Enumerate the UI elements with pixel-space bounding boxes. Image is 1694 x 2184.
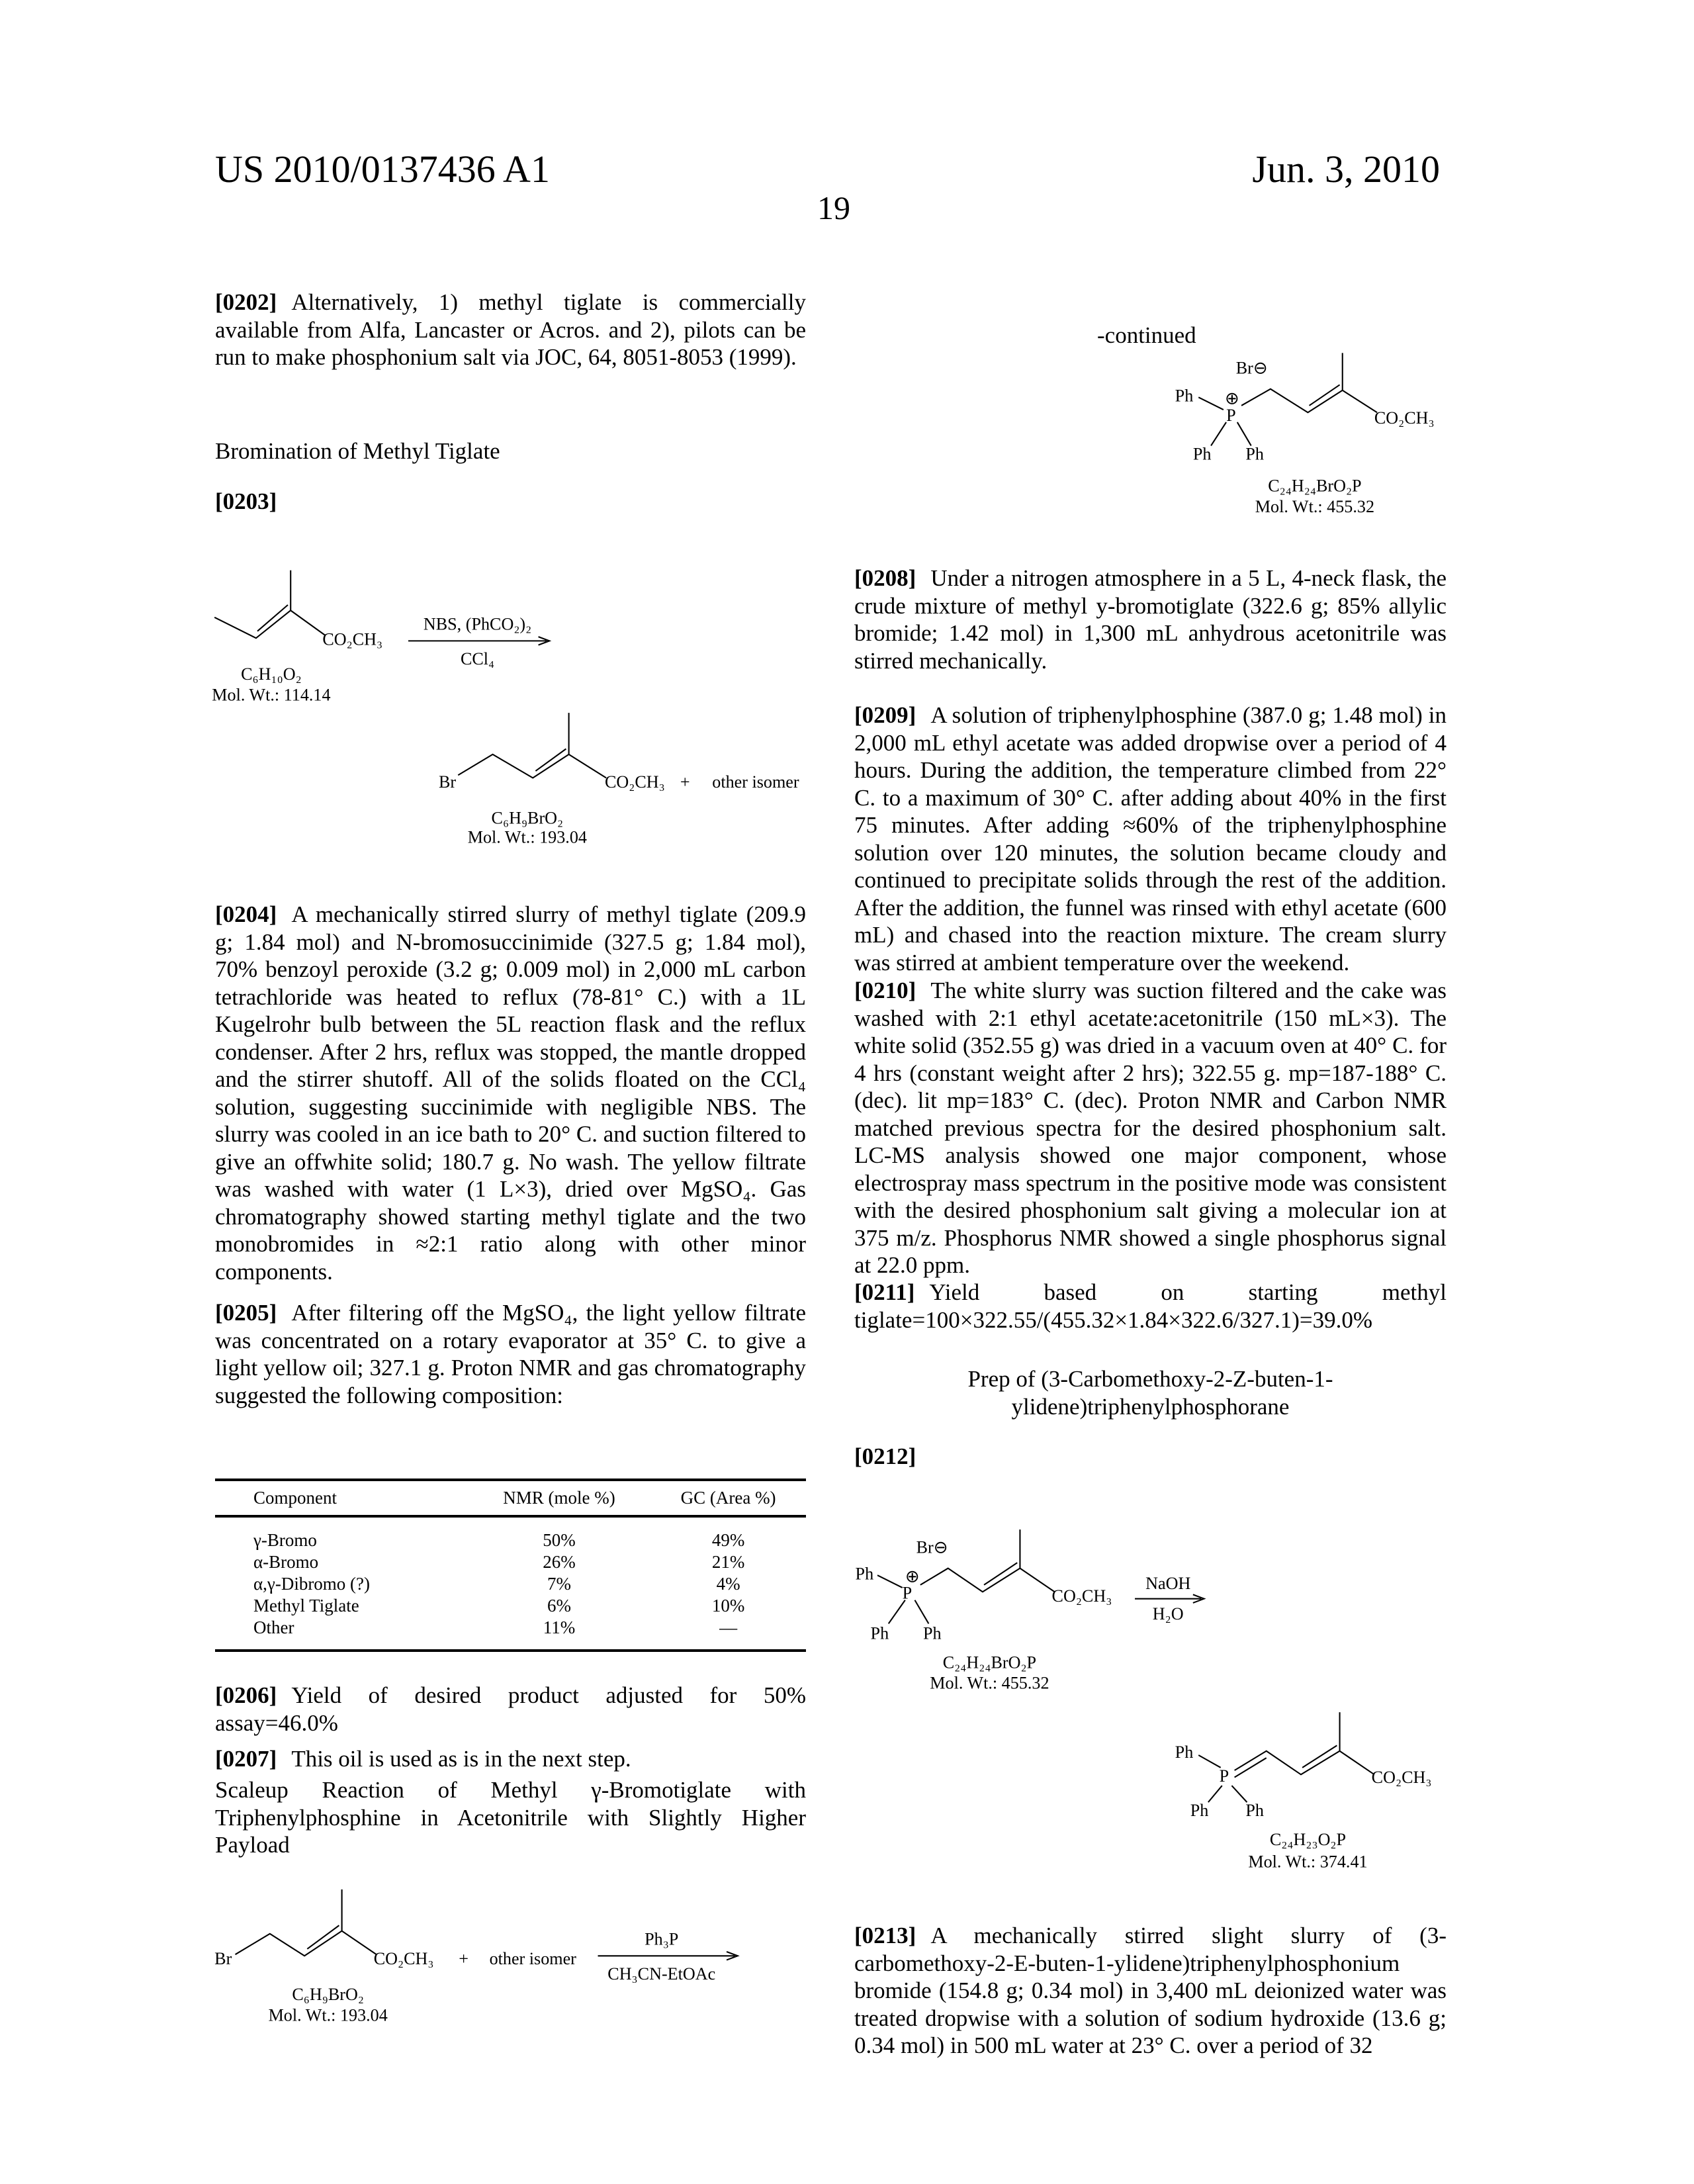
formula-label: C₂₄H₂₃O₂P	[1270, 1830, 1346, 1849]
table-cell: 10%	[650, 1595, 806, 1617]
molecular-weight-label: Mol. Wt.: 455.32	[930, 1674, 1049, 1693]
paragraph-text: Under a nitrogen atmosphere in a 5 L, 4-neck flask, the crude mixture of methyl y-bromotiglate (322.6 g; 85% allylic bromide; 1.42 mol) in 1,300 mL anhydrous acetonitrile was stirred mechanically.	[854, 565, 1447, 674]
table-cell: 50%	[468, 1516, 650, 1551]
formula-label: C₆H₉BrO₂	[492, 808, 564, 827]
positive-charge-label: ⊕	[905, 1567, 920, 1586]
column-header: Component	[215, 1480, 468, 1516]
bromine-label: Br	[439, 772, 456, 792]
paragraph-text: Yield based on starting methyl tiglate=100×322.55/(455.32×1.84×322.6/327.1)=39.0%	[854, 1279, 1447, 1333]
solvent-label: H₂O	[1153, 1604, 1184, 1623]
table-cell: 6%	[468, 1595, 650, 1617]
ester-label: CO₂CH₃	[1372, 1768, 1432, 1787]
formula-label: C₂₄H₂₄BrO₂P	[943, 1653, 1036, 1672]
table-cell: Methyl Tiglate	[215, 1595, 468, 1617]
phenyl-label: Ph	[871, 1623, 889, 1643]
bromotiglate-structure	[458, 713, 606, 778]
bromide-anion-label: Br⊖	[916, 1538, 948, 1557]
paragraph-text: Yield of desired product adjusted for 50% assay=46.0%	[215, 1682, 806, 1736]
plus-sign: +	[459, 1949, 468, 1968]
phenyl-label: Ph	[1190, 1801, 1209, 1820]
paragraph-number: [0210]	[854, 978, 916, 1003]
paragraph-text: A mechanically stirred slurry of methyl tiglate (209.9 g; 1.84 mol) and N-bromosuccinimide (327.5 g; 1.84 mol), 70% benzoyl peroxide (3.2 g; 0.009 mol) in 2,000 mL carbon tetrachloride was heated to reflux (78-81° C.) with a 1L Kugelrohr bulb between the 5L reaction flask and the reflux condenser. After 2 hrs, reflux was stopped, the mantle dropped and the stirrer shutoff. All of the solids floated on the CCl₄ solution, suggesting succinimide with negligible NBS. The slurry was cooled in an ice bath to 20° C. and suction filtered to give an offwhite solid; 180.7 g. No wash. The yellow filtrate was washed with water (1 L×3), dried over MgSO₄. Gas chromatography showed starting methyl tiglate and the two monobromides in ≈2:1 ratio along with other minor components.	[215, 901, 806, 1285]
paragraph-number: [0207]	[215, 1746, 277, 1772]
reagent-label: NaOH	[1145, 1574, 1190, 1593]
formula-label: C₂₄H₂₄BrO₂P	[1268, 476, 1361, 495]
phenyl-label: Ph	[856, 1564, 874, 1583]
section-heading-bromination: Bromination of Methyl Tiglate	[215, 437, 500, 465]
ester-label: CO₂CH₃	[322, 630, 382, 649]
section-heading-scaleup: Scaleup Reaction of Methyl γ-Bromotiglate with Triphenylphosphine in Acetonitrile with Slightly Higher Payload	[215, 1776, 806, 1859]
reagent-label: NBS, (PhCO₂)₂	[424, 615, 531, 634]
paragraph-number: [0206]	[215, 1682, 277, 1708]
molecular-weight-label: Mol. Wt.: 455.32	[1255, 497, 1374, 516]
table-cell: —	[650, 1617, 806, 1651]
table-cell: 21%	[650, 1551, 806, 1573]
paragraph-text: A solution of triphenylphosphine (387.0 g; 1.48 mol) in 2,000 mL ethyl acetate was added dropwise over a period of 4 hours. During the addition, the temperature climbed from 22° C. to a maximum of 30° C. after adding about 40% in the first 75 minutes. After adding ≈60% of the triphenylphosphine solution over 120 minutes, the solution became cloudy and continued to precipitate solids through the rest of the addition. After the addition, the funnel was rinsed with ethyl acetate (600 mL) and chased into the reaction mixture. The cream slurry was stirred at ambient temperature over the weekend.	[854, 702, 1447, 976]
phenyl-label: Ph	[1245, 1801, 1264, 1820]
ester-label: CO₂CH₃	[605, 772, 665, 792]
table-cell: α,γ-Dibromo (?)	[215, 1573, 468, 1595]
page-number: 19	[781, 189, 887, 227]
ylide-structure	[1198, 1712, 1374, 1802]
plus-sign: +	[680, 772, 690, 792]
phenyl-label: Ph	[1175, 1743, 1194, 1762]
ester-label: CO₂CH₃	[1052, 1586, 1112, 1606]
paragraph-number: [0208]	[854, 565, 916, 591]
bromine-label: Br	[214, 1949, 232, 1968]
table-cell: 4%	[650, 1573, 806, 1595]
paragraph-number: [0202]	[215, 289, 277, 315]
positive-charge-label: ⊕	[1225, 389, 1239, 408]
molecular-weight-label: Mol. Wt.: 374.41	[1248, 1852, 1367, 1871]
bromotiglate-structure-2	[236, 1889, 377, 1956]
ester-label: CO₂CH₃	[1374, 408, 1435, 428]
paragraph-number: [0213]	[854, 1923, 916, 1948]
phosphorus-label: P	[903, 1584, 913, 1603]
patent-number: US 2010/0137436 A1	[215, 147, 550, 191]
section-heading-prep: Prep of (3-Carbomethoxy-2-Z-buten-1-ylidene)triphenylphosphorane	[854, 1365, 1447, 1420]
other-isomer-label: other isomer	[490, 1949, 577, 1968]
reaction-schemes	[0, 0, 1694, 2184]
ester-label: CO₂CH₃	[374, 1949, 434, 1968]
phenyl-label: Ph	[1245, 444, 1264, 463]
molecular-weight-label: Mol. Wt.: 193.04	[468, 828, 587, 847]
paragraph-number: [0203]	[215, 488, 277, 514]
molecular-weight-label: Mol. Wt.: 114.14	[212, 685, 330, 704]
paragraph-number: [0212]	[854, 1443, 916, 1469]
methyl-tiglate-structure	[214, 570, 325, 638]
publication-date: Jun. 3, 2010	[1252, 147, 1440, 191]
solvent-label: CCl₄	[461, 649, 494, 668]
table-cell: 7%	[468, 1573, 650, 1595]
other-isomer-label: other isomer	[712, 772, 799, 792]
bromide-anion-label: Br⊖	[1236, 359, 1268, 378]
paragraph-number: [0209]	[854, 702, 916, 728]
formula-label: C₆H₁₀O₂	[241, 664, 302, 684]
phosphonium-salt-structure-2	[877, 1529, 1055, 1623]
table-cell: 49%	[650, 1516, 806, 1551]
table-cell: 26%	[468, 1551, 650, 1573]
phenyl-label: Ph	[923, 1623, 942, 1643]
column-header: GC (Area %)	[650, 1480, 806, 1516]
phenyl-label: Ph	[1175, 387, 1194, 406]
paragraph-text: Alternatively, 1) methyl tiglate is commercially available from Alfa, Lancaster or Acros. and 2), pilots can be run to make phosphonium salt via JOC, 64, 8051-8053 (1999).	[215, 289, 806, 370]
phosphorus-label: P	[1220, 1766, 1229, 1786]
column-header: NMR (mole %)	[468, 1480, 650, 1516]
paragraph-text: A mechanically stirred slight slurry of (3-carbomethoxy-2-E-buten-1-ylidene)triphenylphosphonium bromide (154.8 g; 0.34 mol) in 3,400 mL deionized water was treated dropwise with a solution of sodium hydroxide (13.6 g; 0.34 mol) in 500 mL water at 23° C. over a period of 32	[854, 1923, 1447, 2058]
solvent-label: CH₃CN-EtOAc	[607, 1964, 715, 1983]
paragraph-number: [0204]	[215, 901, 277, 927]
table-cell: Other	[215, 1617, 468, 1651]
formula-label: C₆H₉BrO₂	[292, 1985, 364, 2004]
paragraph-number: [0211]	[854, 1279, 914, 1305]
paragraph-text: This oil is used as is in the next step.	[291, 1746, 631, 1772]
table-cell: 11%	[468, 1617, 650, 1651]
molecular-weight-label: Mol. Wt.: 193.04	[269, 2006, 388, 2025]
table-cell: γ-Bromo	[215, 1516, 468, 1551]
phosphorus-label: P	[1226, 406, 1236, 425]
reagent-label: Ph₃P	[645, 1930, 678, 1949]
table-cell: α-Bromo	[215, 1551, 468, 1573]
phenyl-label: Ph	[1193, 444, 1212, 463]
paragraph-text: The white slurry was suction filtered and the cake was washed with 2:1 ethyl acetate:acetonitrile (150 mL×3). The white solid (352.55 g) was dried in a vacuum oven at 40° C. for 4 hrs (constant weight after 2 hrs); 322.55 g. mp=187-188° C. (dec). lit mp=183° C. (dec). Proton NMR and Carbon NMR matched previous spectra for the desired phosphonium salt. LC-MS analysis showed one major component, whose electrospray mass spectrum in the positive mode was consistent with the desired phosphonium salt giving a molecular ion at 375 m/z. Phosphorus NMR showed a single phosphorus signal at 22.0 ppm.	[854, 978, 1447, 1278]
continued-label: -continued	[1097, 322, 1196, 349]
paragraph-text: After filtering off the MgSO₄, the light yellow filtrate was concentrated on a rotary evaporator at 35° C. to give a light yellow oil; 327.1 g. Proton NMR and gas chromatography suggested the following composition:	[215, 1300, 806, 1408]
paragraph-number: [0205]	[215, 1300, 277, 1326]
